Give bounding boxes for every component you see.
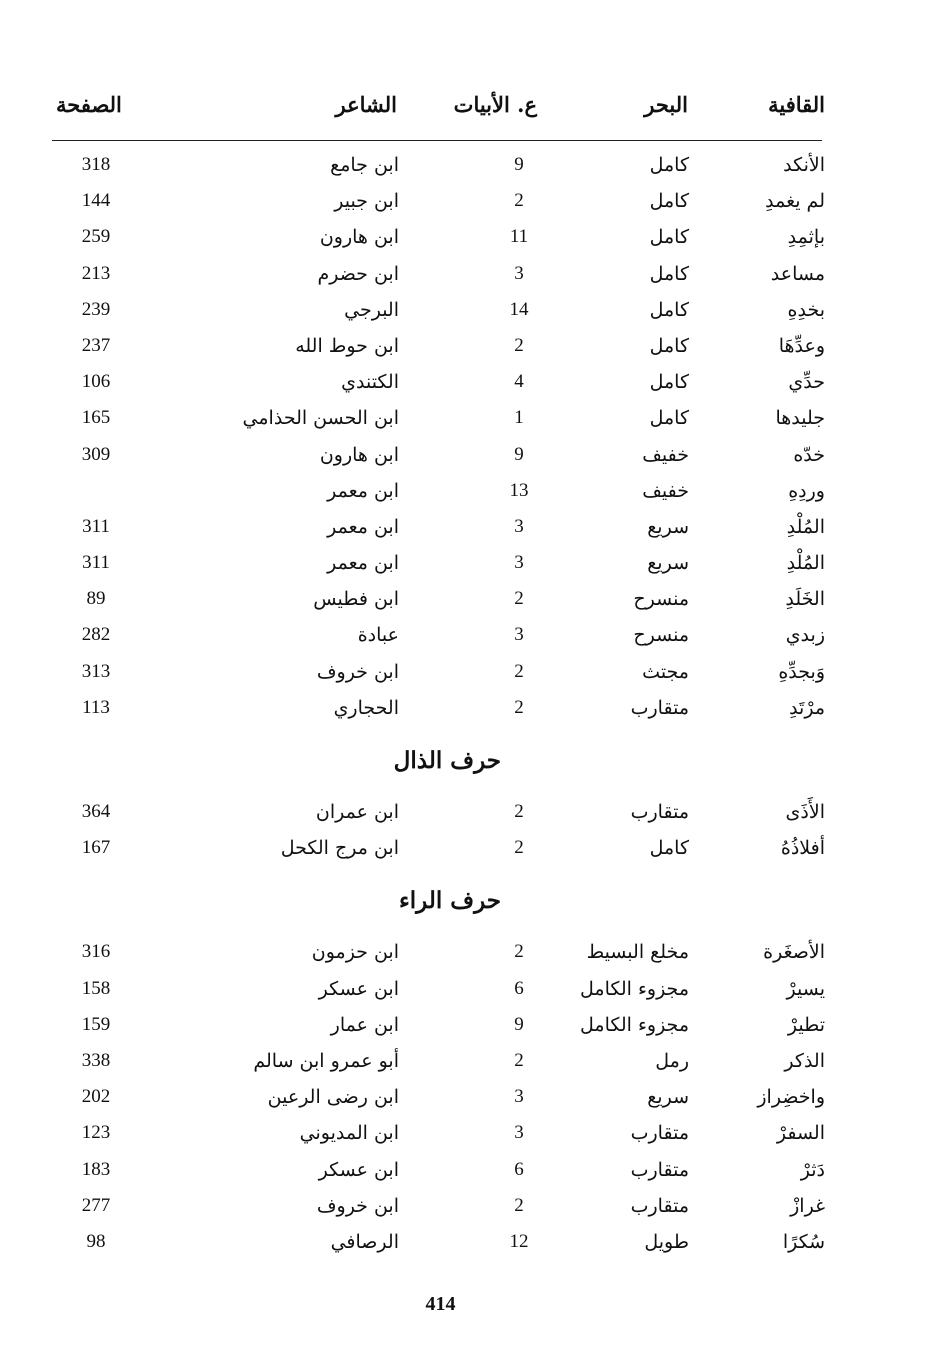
section-title: حرف الراء bbox=[398, 887, 501, 915]
header-meter: البحر bbox=[644, 92, 688, 117]
verses-cell: 9 bbox=[514, 443, 524, 465]
rhyme-cell: الذكر bbox=[784, 1049, 825, 1072]
rhyme-cell: الأصغَرة bbox=[763, 941, 825, 964]
section-heading bbox=[0, 729, 947, 797]
rhyme-cell: حدِّي bbox=[788, 371, 825, 394]
verses-cell: 3 bbox=[514, 552, 524, 574]
rhyme-cell: وَبجدِّهِ bbox=[778, 660, 825, 683]
poet-cell: الكتندي bbox=[341, 371, 399, 394]
page-cell: 259 bbox=[81, 226, 111, 248]
poet-cell: ابن حوط الله bbox=[295, 334, 399, 357]
page-cell: 237 bbox=[81, 334, 111, 356]
meter-cell: مجتث bbox=[642, 660, 689, 683]
poet-cell: ابن معمر bbox=[327, 515, 399, 538]
verses-cell: 2 bbox=[514, 801, 524, 822]
page-cell: 202 bbox=[81, 1086, 111, 1108]
table-row bbox=[0, 937, 947, 973]
poet-cell: ابن المديوني bbox=[299, 1122, 399, 1145]
page-cell: 364 bbox=[81, 801, 111, 822]
meter-cell: سريع bbox=[647, 1086, 689, 1109]
page-cell: 158 bbox=[81, 977, 111, 999]
poet-cell: ابن هارون bbox=[319, 443, 399, 466]
meter-cell: سريع bbox=[647, 552, 689, 575]
poet-cell: ابن الحسن الحذامي bbox=[242, 407, 399, 430]
poet-cell: ابن معمر bbox=[327, 552, 399, 575]
table-row bbox=[0, 584, 947, 620]
verses-cell: 2 bbox=[514, 1049, 524, 1071]
meter-cell: كامل bbox=[649, 190, 689, 213]
table-row bbox=[0, 259, 947, 295]
page-cell: 159 bbox=[81, 1013, 111, 1035]
table-row bbox=[0, 693, 947, 729]
rhyme-cell: السفرْ bbox=[776, 1122, 825, 1145]
meter-cell: كامل bbox=[649, 334, 689, 357]
table-row bbox=[0, 1227, 947, 1263]
verses-cell: 2 bbox=[514, 696, 524, 718]
poet-cell: الحجاري bbox=[333, 696, 399, 719]
rhyme-cell: بخدِهِ bbox=[787, 298, 825, 321]
table-row bbox=[0, 620, 947, 656]
poet-cell: ابن فطيس bbox=[313, 588, 399, 611]
meter-cell: كامل bbox=[649, 837, 689, 860]
header-page: الصفحة bbox=[56, 92, 122, 117]
page-cell: 318 bbox=[81, 154, 111, 175]
meter-cell: كامل bbox=[649, 226, 689, 249]
poet-cell: ابن جبير bbox=[334, 190, 399, 213]
poet-cell: ابن خروف bbox=[316, 660, 399, 683]
rhyme-cell: مساعد bbox=[770, 262, 825, 285]
table-row bbox=[0, 186, 947, 222]
header-rhyme: القافية bbox=[768, 92, 825, 117]
verses-cell: 6 bbox=[514, 1158, 524, 1180]
table-row bbox=[0, 331, 947, 367]
rhyme-cell: المُلْدِ bbox=[786, 515, 825, 538]
verses-cell: 2 bbox=[514, 588, 524, 610]
poet-cell: ابن عمار bbox=[330, 1013, 399, 1036]
rhyme-cell: وعدِّهَا bbox=[778, 334, 825, 357]
page-cell: 313 bbox=[81, 660, 111, 682]
rhyme-cell: تطيرْ bbox=[787, 1013, 825, 1036]
verses-cell: 2 bbox=[514, 660, 524, 682]
poet-cell: ابن جامع bbox=[330, 154, 399, 176]
index-table bbox=[0, 150, 947, 1263]
meter-cell: متقارب bbox=[630, 696, 689, 719]
poet-cell: البرجي bbox=[344, 298, 399, 321]
table-row bbox=[0, 548, 947, 584]
verses-cell: 12 bbox=[509, 1230, 529, 1252]
verses-cell: 13 bbox=[509, 479, 529, 501]
verses-cell: 1 bbox=[514, 407, 524, 429]
rhyme-cell: زبدي bbox=[785, 624, 825, 647]
rhyme-cell: خدّه bbox=[793, 443, 825, 466]
verses-cell: 3 bbox=[514, 1122, 524, 1144]
rhyme-cell: وردِهِ bbox=[788, 479, 825, 502]
page-cell: 89 bbox=[86, 588, 106, 610]
verses-cell: 3 bbox=[514, 1086, 524, 1108]
meter-cell: خفيف bbox=[642, 479, 689, 502]
verses-cell: 11 bbox=[509, 226, 529, 248]
page-cell: 113 bbox=[82, 696, 110, 718]
table-row bbox=[0, 295, 947, 331]
rhyme-cell: جليدها bbox=[775, 407, 825, 430]
meter-cell: كامل bbox=[649, 298, 689, 321]
page-cell: 316 bbox=[81, 941, 111, 963]
verses-cell: 6 bbox=[514, 977, 524, 999]
table-row bbox=[0, 1191, 947, 1227]
table-row bbox=[0, 1155, 947, 1191]
poet-cell: ابن مرج الكحل bbox=[280, 837, 399, 860]
table-row bbox=[0, 797, 947, 833]
table-row bbox=[0, 222, 947, 258]
table-row bbox=[0, 403, 947, 439]
rhyme-cell: لم يغمدِ bbox=[765, 190, 825, 213]
meter-cell: متقارب bbox=[630, 801, 689, 823]
poet-cell: ابن خروف bbox=[316, 1194, 399, 1217]
rhyme-cell: سُكرًا bbox=[782, 1230, 825, 1253]
poet-cell: ابن عمران bbox=[315, 801, 399, 823]
page-cell: 338 bbox=[81, 1049, 111, 1071]
meter-cell: كامل bbox=[649, 407, 689, 430]
page-cell: 311 bbox=[82, 552, 110, 574]
table-row bbox=[0, 1010, 947, 1046]
page-cell: 144 bbox=[81, 190, 111, 212]
page-cell: 123 bbox=[81, 1122, 111, 1144]
page-cell: 309 bbox=[81, 443, 111, 465]
rhyme-cell: مرْتَدِ bbox=[789, 696, 825, 719]
rhyme-cell: واخضِراز bbox=[757, 1086, 825, 1109]
meter-cell: متقارب bbox=[630, 1158, 689, 1181]
poet-cell: الرصافي bbox=[330, 1230, 399, 1253]
verses-cell: 2 bbox=[514, 334, 524, 356]
table-row bbox=[0, 440, 947, 476]
page-cell: 183 bbox=[81, 1158, 111, 1180]
meter-cell: مجزوء الكامل bbox=[580, 977, 689, 1000]
rhyme-cell: دَثرْ bbox=[800, 1158, 825, 1181]
meter-cell: كامل bbox=[649, 154, 689, 176]
rhyme-cell: غرازْ bbox=[790, 1194, 825, 1217]
rhyme-cell: الخَلَدِ bbox=[785, 588, 825, 611]
rhyme-cell: المُلْدِ bbox=[786, 552, 825, 575]
table-row bbox=[0, 1046, 947, 1082]
poet-cell: ابن حضرم bbox=[317, 262, 399, 285]
table-row bbox=[0, 974, 947, 1010]
poet-cell: ابن عسكر bbox=[318, 1158, 399, 1181]
table-row bbox=[0, 833, 947, 869]
page-number: 414 bbox=[425, 1293, 456, 1315]
header-poet: الشاعر bbox=[335, 92, 397, 117]
meter-cell: متقارب bbox=[630, 1122, 689, 1145]
table-row bbox=[0, 150, 947, 186]
page-cell: 106 bbox=[81, 371, 111, 393]
rhyme-cell: الأَذَى bbox=[785, 801, 825, 823]
page-cell: 282 bbox=[81, 624, 111, 646]
verses-cell: 3 bbox=[514, 262, 524, 284]
rhyme-cell: أفلاذُهُ bbox=[780, 837, 825, 860]
page-cell: 239 bbox=[81, 298, 111, 320]
section-title: حرف الذال bbox=[393, 747, 501, 774]
header-verses: ع. الأبيات bbox=[453, 92, 537, 117]
meter-cell: كامل bbox=[649, 371, 689, 394]
table-row bbox=[0, 367, 947, 403]
verses-cell: 3 bbox=[514, 624, 524, 646]
verses-cell: 2 bbox=[514, 190, 524, 212]
poet-cell: ابن حزمون bbox=[311, 941, 399, 964]
meter-cell: متقارب bbox=[630, 1194, 689, 1217]
page-cell: 213 bbox=[81, 262, 111, 284]
page-cell: 165 bbox=[81, 407, 111, 429]
verses-cell: 4 bbox=[514, 371, 524, 393]
verses-cell: 2 bbox=[514, 1194, 524, 1216]
table-row bbox=[0, 476, 947, 512]
verses-cell: 3 bbox=[514, 515, 524, 537]
meter-cell: منسرح bbox=[633, 624, 689, 647]
table-row bbox=[0, 1082, 947, 1118]
verses-cell: 14 bbox=[509, 298, 529, 320]
poet-cell: أبو عمرو ابن سالم bbox=[253, 1049, 399, 1072]
page-cell: 98 bbox=[86, 1230, 106, 1252]
poet-cell: ابن معمر bbox=[327, 479, 399, 502]
table-row bbox=[0, 657, 947, 693]
meter-cell: خفيف bbox=[642, 443, 689, 466]
verses-cell: 2 bbox=[514, 941, 524, 963]
page-cell: 167 bbox=[81, 837, 111, 859]
meter-cell: سريع bbox=[647, 515, 689, 538]
page-cell: 311 bbox=[82, 515, 110, 537]
poet-cell: ابن هارون bbox=[319, 226, 399, 249]
meter-cell: رمل bbox=[655, 1049, 689, 1072]
meter-cell: مجزوء الكامل bbox=[580, 1013, 689, 1036]
poet-cell: ابن عسكر bbox=[318, 977, 399, 1000]
poet-cell: ابن رضى الرعين bbox=[267, 1086, 399, 1109]
rhyme-cell: يسيرْ bbox=[786, 977, 825, 1000]
table-row bbox=[0, 512, 947, 548]
section-heading bbox=[0, 869, 947, 937]
table-row bbox=[0, 1118, 947, 1154]
meter-cell: منسرح bbox=[633, 588, 689, 611]
rhyme-cell: الأنكد bbox=[783, 154, 825, 176]
verses-cell: 9 bbox=[514, 154, 524, 175]
rhyme-cell: بإثمِدِ bbox=[787, 226, 825, 249]
header-rule bbox=[52, 140, 822, 141]
meter-cell: مخلع البسيط bbox=[586, 941, 689, 964]
verses-cell: 9 bbox=[514, 1013, 524, 1035]
verses-cell: 2 bbox=[514, 837, 524, 859]
meter-cell: طويل bbox=[644, 1230, 689, 1253]
meter-cell: كامل bbox=[649, 262, 689, 285]
poet-cell: عبادة bbox=[357, 624, 399, 647]
page-cell: 277 bbox=[81, 1194, 111, 1216]
